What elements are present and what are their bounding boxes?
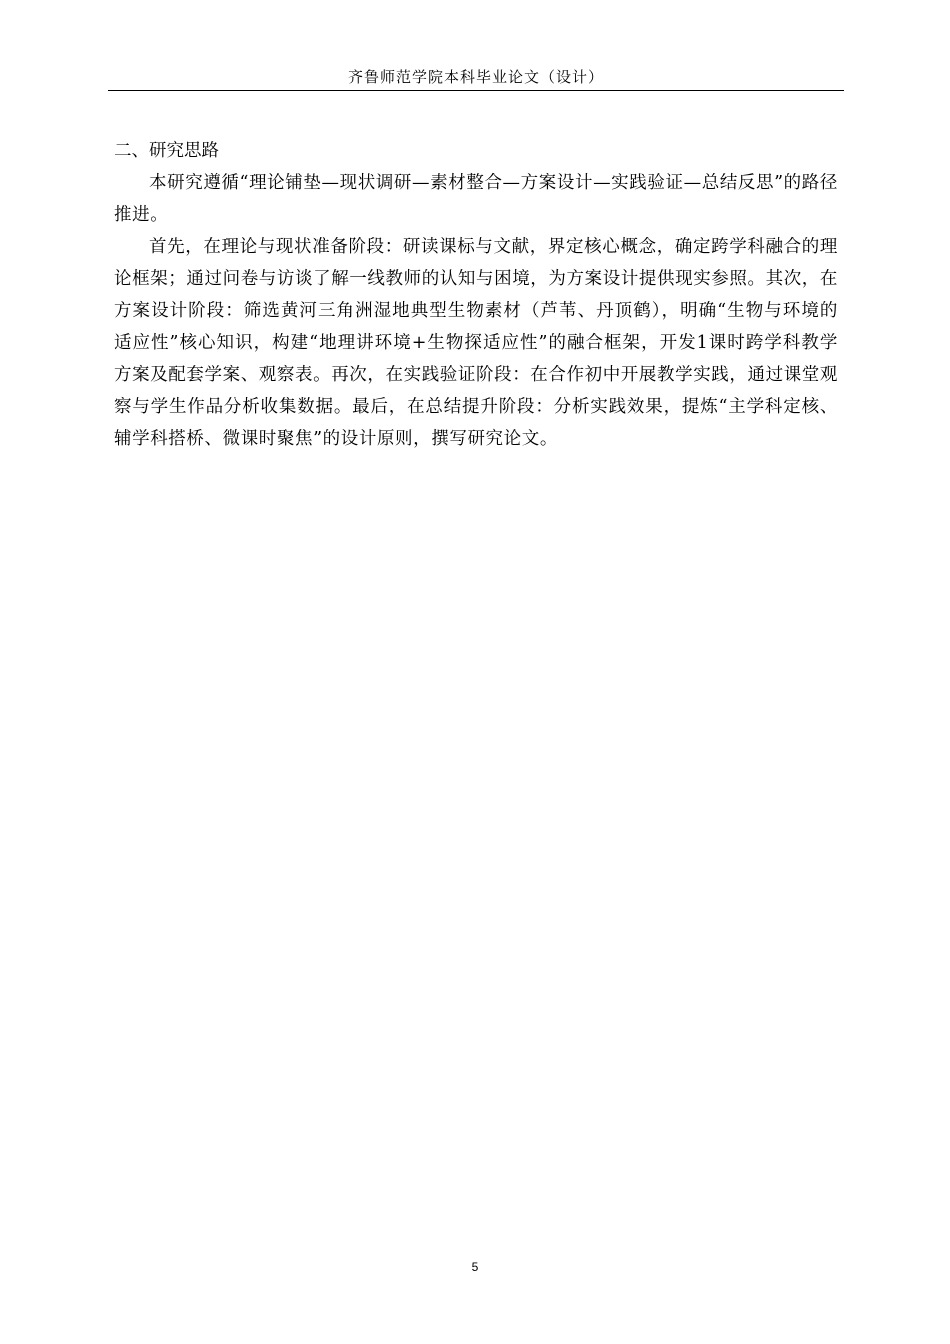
paragraph-research-stages: 首先，在理论与现状准备阶段：研读课标与文献，界定核心概念，确定跨学科融合的理论框架；通过问卷与访谈了解一线教师的认知与困境，为方案设计提供现实参照。其次，在方案设计阶段：筛选黄河三角洲湿地典型生物素材（芦苇、丹顶鹤），明确“生物与环境的适应性”核心知识，构建“地理讲环境+生物探适应性”的融合框架，开发1课时跨学科教学方案及配套学案、观察表。再次，在实践验证阶段：在合作初中开展教学实践，通过课堂观察与学生作品分析收集数据。最后，在总结提升阶段：分析实践效果，提炼“主学科定核、辅学科搭桥、微课时聚焦”的设计原则，撰写研究论文。 (114, 237, 838, 449)
page-number: 5 (471, 1260, 479, 1274)
section-title: 二、研究思路 (114, 141, 219, 161)
page-content (114, 135, 838, 455)
paragraph-research-path: 本研究遵循“理论铺垫—现状调研—素材整合—方案设计—实践验证—总结反思”的路径推进。 (114, 173, 838, 225)
page-header: 齐鲁师范学院本科毕业论文（设计） (108, 66, 844, 91)
